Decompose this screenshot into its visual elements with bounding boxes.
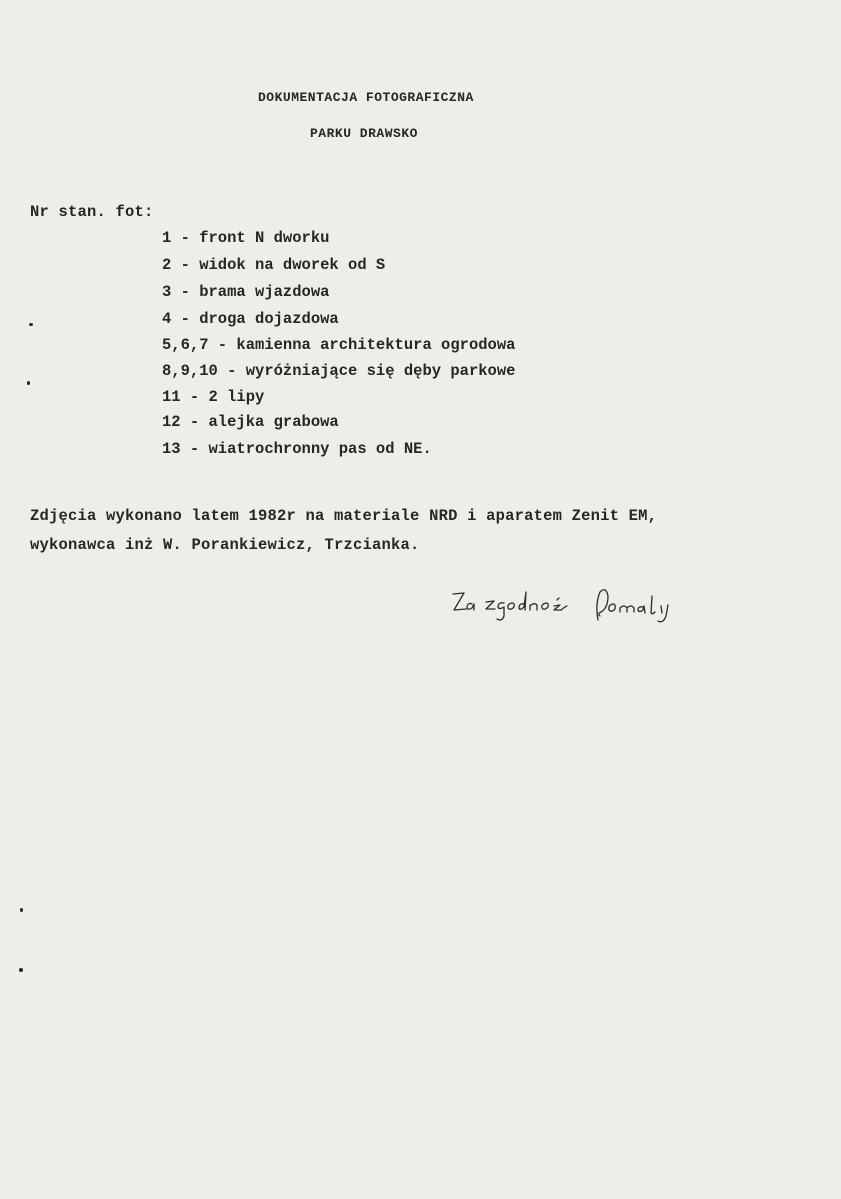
list-item: 4 - droga dojazdowa: [162, 310, 339, 328]
document-title: DOKUMENTACJA FOTOGRAFICZNA: [258, 90, 474, 105]
list-item: 13 - wiatrochronny pas od NE.: [162, 440, 432, 458]
list-item: 3 - brama wjazdowa: [162, 283, 330, 301]
list-item: 5,6,7 - kamienna architektura ogrodowa: [162, 336, 516, 354]
stray-mark: [19, 968, 23, 972]
list-item: 11 - 2 lipy: [162, 388, 265, 406]
stray-mark: [27, 381, 30, 385]
list-item: 12 - alejka grabowa: [162, 413, 339, 431]
photo-note-line2: wykonawca inż W. Porankiewicz, Trzcianka.: [30, 536, 420, 554]
photo-note-line1: Zdjęcia wykonano latem 1982r na materiale NRD i aparatem Zenit EM,: [30, 507, 658, 525]
handwritten-signature: [448, 582, 698, 632]
stray-mark: [29, 323, 33, 326]
list-item: 2 - widok na dworek od S: [162, 256, 386, 274]
list-item: 1 - front N dworku: [162, 229, 330, 247]
document-subtitle: PARKU DRAWSKO: [310, 126, 418, 141]
photo-list-label: Nr stan. fot:: [30, 203, 154, 221]
stray-mark: [20, 908, 23, 912]
list-item: 8,9,10 - wyróżniające się dęby parkowe: [162, 362, 516, 380]
